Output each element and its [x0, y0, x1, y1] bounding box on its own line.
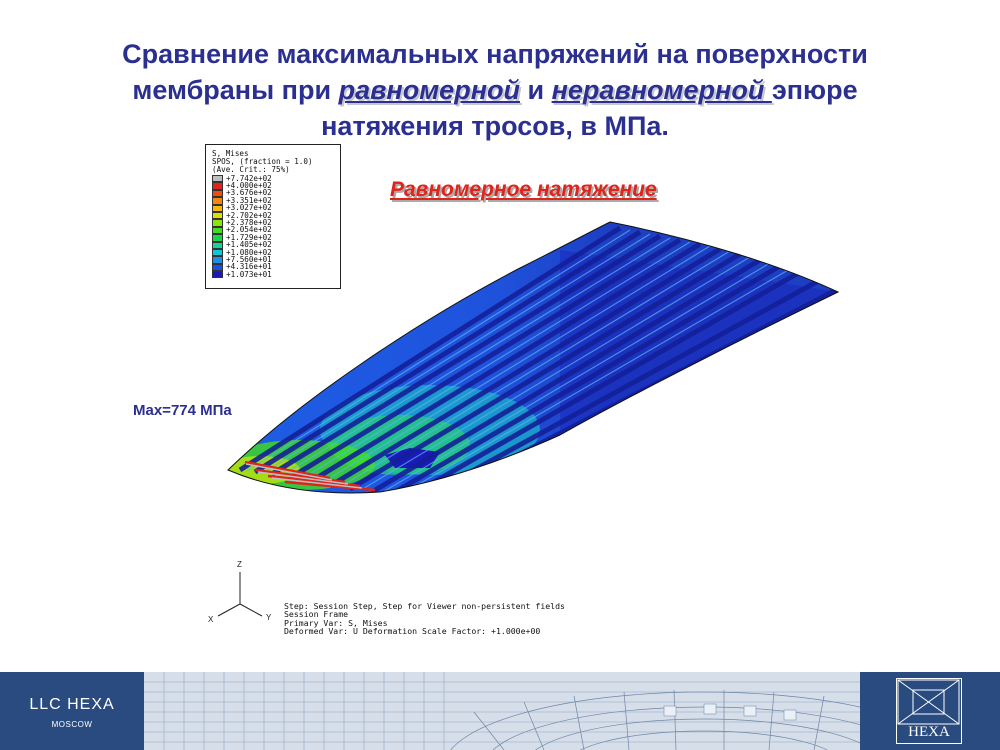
logo-text: HEXA	[908, 724, 950, 740]
case-label: Равномерное натяжение	[390, 178, 657, 201]
footer-logo-box	[860, 672, 1000, 750]
legend-value: +3.676e+02	[226, 188, 272, 198]
title-part1: Сравнение максимальных напряжений на поверхности мембраны при	[122, 39, 868, 105]
title-part2: эпюре натяжения тросов, в МПа.	[321, 75, 858, 141]
legend-value: +2.054e+02	[226, 225, 272, 235]
title-highlight-nonuniform: неравномерной	[551, 75, 772, 105]
membrane-surface	[200, 200, 860, 520]
footer-brand	[0, 672, 144, 750]
legend-value: +1.729e+02	[226, 232, 272, 242]
title-and: и	[520, 75, 552, 105]
axis-z-label: Z	[237, 560, 242, 569]
footer-mesh-image	[144, 672, 860, 750]
info-line: Step: Session Step, Step for Viewer non-persistent fields	[284, 601, 565, 611]
legend-value: +2.378e+02	[226, 218, 272, 228]
company-city: MOSCOW	[51, 720, 93, 729]
hexa-logo-icon	[896, 678, 962, 744]
legend-header-line: S, Mises	[212, 149, 249, 158]
triad-icon	[204, 560, 284, 630]
max-stress-label: Max=774 МПа	[133, 402, 232, 419]
legend-value: +1.080e+02	[226, 247, 272, 257]
legend-value: +3.351e+02	[226, 195, 272, 205]
legend-value: +1.073e+01	[226, 269, 272, 279]
info-line: Session Frame	[284, 609, 349, 620]
legend-header-line: (Ave. Crit.: 75%)	[212, 165, 290, 174]
axis-x-label: X	[208, 615, 214, 624]
footer-bar	[0, 672, 1000, 750]
info-line: Primary Var: S, Mises	[284, 617, 388, 628]
legend-value: +4.000e+02	[226, 181, 272, 191]
legend-value: +7.742e+02	[226, 173, 272, 183]
viewer-info	[284, 602, 565, 635]
company-name: LLC HEXA	[29, 696, 115, 713]
legend-header-line: SPOS, (fraction = 1.0)	[212, 157, 313, 166]
info-line: Deformed Var: U Deformation Scale Factor: +1.000e+00	[284, 625, 541, 636]
axis-triad	[204, 560, 284, 630]
legend-value: +1.405e+02	[226, 240, 272, 250]
mesh-illustration	[144, 672, 860, 750]
legend-value: +2.702e+02	[226, 210, 272, 220]
legend-value: +7.560e+01	[226, 255, 272, 264]
axis-y-label: Y	[266, 613, 272, 622]
legend-value: +4.316e+01	[226, 262, 272, 272]
title-highlight-uniform: равномерной	[338, 75, 520, 105]
legend-value: +3.027e+02	[226, 203, 272, 213]
